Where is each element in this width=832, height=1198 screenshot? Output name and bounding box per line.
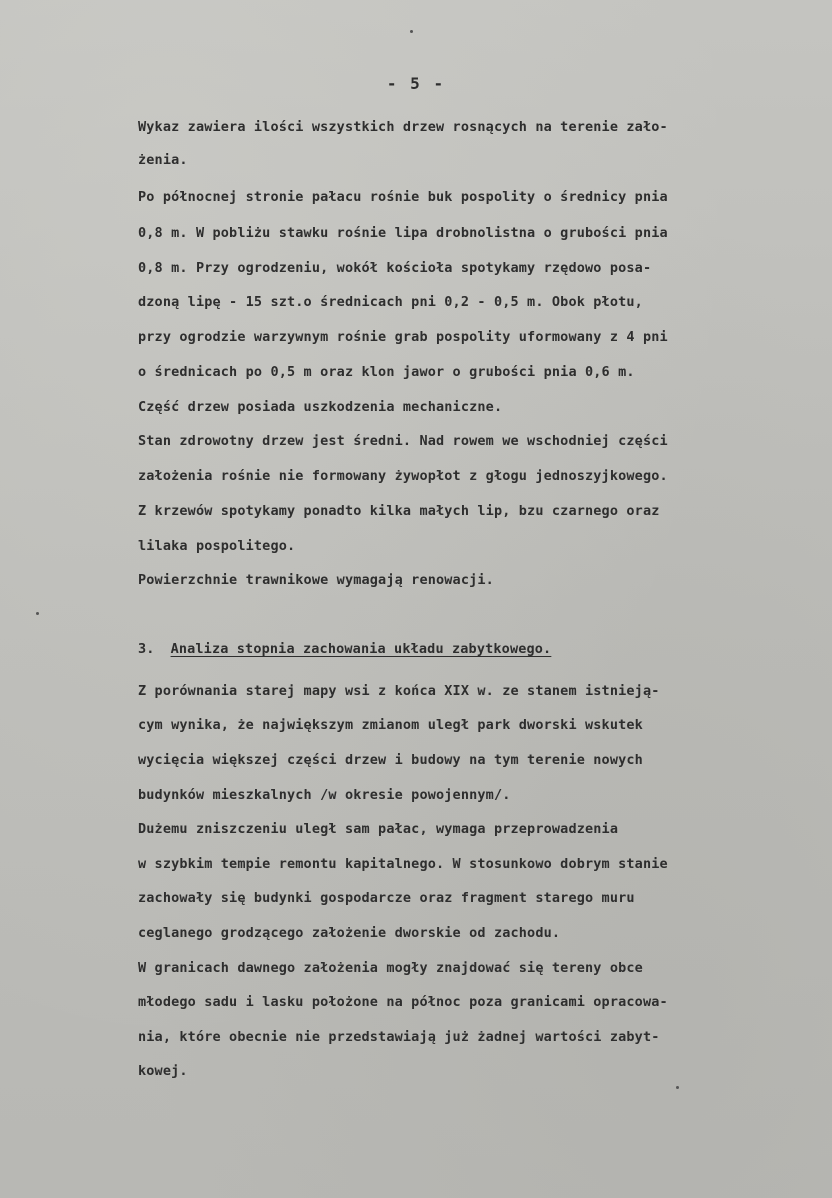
- text-line: nia, które obecnie nie przedstawiają już żadnej wartości zabyt-: [138, 1029, 660, 1045]
- section-heading: [138, 640, 551, 658]
- paper-speck: [410, 30, 413, 33]
- text-line: w szybkim tempie remontu kapitalnego. W stosunkowo dobrym stanie: [138, 856, 668, 872]
- text-line: młodego sadu i lasku położone na północ poza granicami opracowa-: [138, 994, 668, 1010]
- text-line: przy ogrodzie warzywnym rośnie grab pospolity uformowany z 4 pni: [138, 329, 668, 345]
- text-line: budynków mieszkalnych /w okresie powojennym/.: [138, 787, 511, 803]
- paper-speck: [36, 612, 39, 615]
- page-number: - 5 -: [386, 74, 446, 93]
- text-line: założenia rośnie nie formowany żywopłot z głogu jednoszyjkowego.: [138, 468, 668, 484]
- text-line: Z porównania starej mapy wsi z końca XIX w. ze stanem istnieją-: [138, 683, 660, 699]
- text-line: Stan zdrowotny drzew jest średni. Nad rowem we wschodniej części: [138, 433, 668, 449]
- text-line: Z krzewów spotykamy ponadto kilka małych lip, bzu czarnego oraz: [138, 503, 660, 519]
- section-number: 3.: [138, 641, 155, 657]
- text-line: wycięcia większej części drzew i budowy na tym terenie nowych: [138, 752, 643, 768]
- paper-speck: [676, 1086, 679, 1089]
- text-line: ceglanego grodzącego założenie dworskie od zachodu.: [138, 925, 561, 941]
- text-line: 0,8 m. Przy ogrodzeniu, wokół kościoła spotykamy rzędowo posa-: [138, 260, 652, 276]
- text-line: cym wynika, że największym zmianom uległ park dworski wskutek: [138, 717, 643, 733]
- text-line: Dużemu zniszczeniu uległ sam pałac, wymaga przeprowadzenia: [138, 821, 619, 837]
- text-line: zachowały się budynki gospodarcze oraz fragment starego muru: [138, 890, 635, 906]
- text-line: Część drzew posiada uszkodzenia mechaniczne.: [138, 399, 503, 415]
- text-line: lilaka pospolitego.: [138, 538, 296, 554]
- section-title: Analiza stopnia zachowania układu zabytkowego.: [170, 641, 552, 657]
- text-line: Po północnej stronie pałacu rośnie buk pospolity o średnicy pnia: [138, 189, 668, 205]
- text-line: żenia.: [138, 152, 188, 168]
- text-line: kowej.: [138, 1063, 188, 1079]
- text-line: dzoną lipę - 15 szt.o średnicach pni 0,2 - 0,5 m. Obok płotu,: [138, 294, 643, 310]
- text-line: W granicach dawnego założenia mogły znajdować się tereny obce: [138, 960, 643, 976]
- text-line: 0,8 m. W pobliżu stawku rośnie lipa drobnolistna o grubości pnia: [138, 225, 668, 241]
- text-line: Wykaz zawiera ilości wszystkich drzew rosnących na terenie zało-: [138, 119, 668, 135]
- text-line: Powierzchnie trawnikowe wymagają renowacji.: [138, 572, 494, 588]
- text-line: o średnicach po 0,5 m oraz klon jawor o grubości pnia 0,6 m.: [138, 364, 635, 380]
